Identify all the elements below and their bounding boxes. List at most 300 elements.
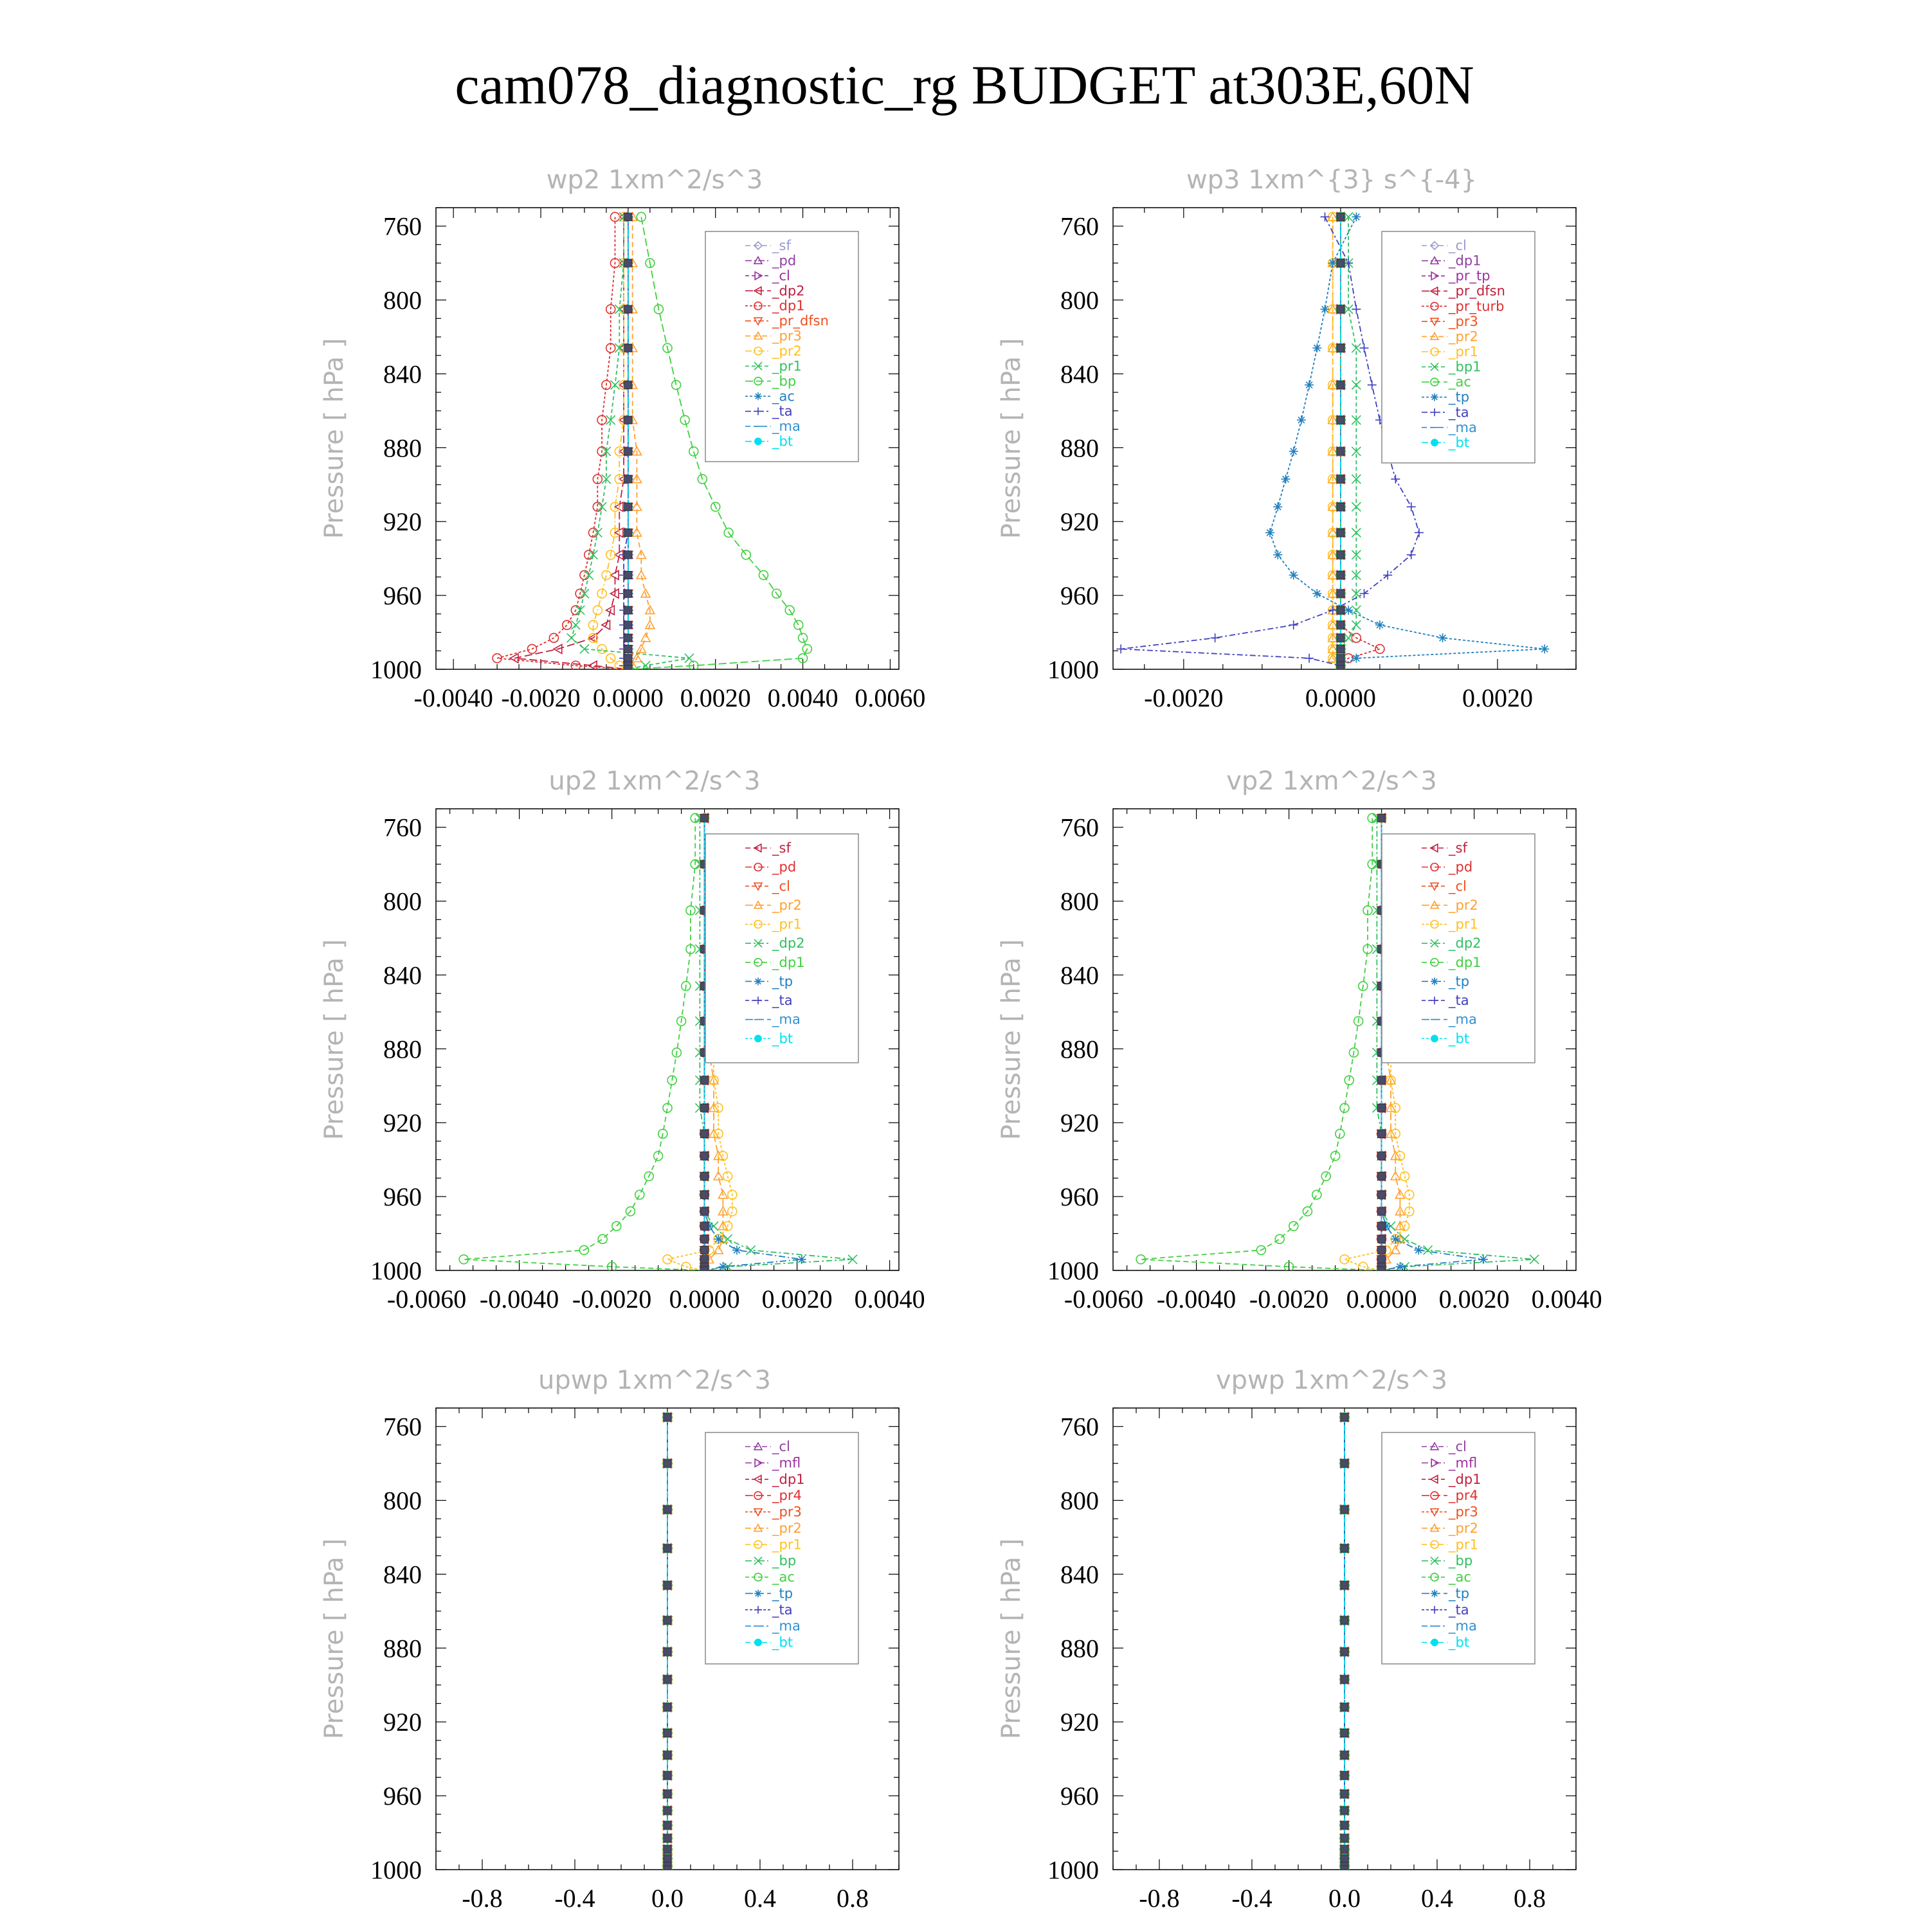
zero-marker xyxy=(664,1729,671,1737)
legend-label: _ac xyxy=(772,1569,795,1585)
zero-marker xyxy=(1378,1246,1386,1254)
y-tick-label: 1000 xyxy=(1047,1256,1099,1285)
x-tick-label: 0.0020 xyxy=(1462,683,1533,712)
zero-marker xyxy=(1378,1207,1386,1215)
y-tick-label: 800 xyxy=(1060,285,1099,315)
data-point xyxy=(1407,550,1416,559)
series-line xyxy=(1333,217,1341,669)
x-tick-label: -0.4 xyxy=(554,1884,595,1913)
data-point xyxy=(602,571,611,580)
y-tick-label: 760 xyxy=(1060,212,1099,241)
x-tick-label: -0.0020 xyxy=(1249,1285,1329,1314)
data-point xyxy=(598,1234,607,1243)
zero-marker xyxy=(1378,1191,1386,1198)
y-axis-label: Pressure [ hPa ] xyxy=(997,939,1026,1141)
y-tick-label: 800 xyxy=(383,887,422,916)
zero-marker xyxy=(624,447,632,455)
legend-label: _tp xyxy=(772,1585,793,1602)
x-tick-label: 0.0040 xyxy=(854,1285,925,1314)
data-point xyxy=(1391,1234,1400,1243)
data-point xyxy=(794,620,803,629)
legend-label: _dp2 xyxy=(772,283,805,299)
data-point xyxy=(1415,528,1424,537)
data-point xyxy=(1407,502,1416,511)
data-point xyxy=(1281,474,1290,483)
legend-marker xyxy=(1431,439,1438,446)
zero-marker xyxy=(664,1544,671,1552)
y-tick-label: 800 xyxy=(383,1486,422,1515)
zero-marker xyxy=(1341,1855,1348,1863)
y-tick-label: 1000 xyxy=(370,655,422,684)
legend-label: _pr1 xyxy=(772,1537,802,1553)
zero-marker xyxy=(1378,1235,1386,1243)
legend-label: _cl xyxy=(772,267,790,284)
data-point xyxy=(1320,305,1329,314)
x-tick-label: 0.4 xyxy=(744,1884,776,1913)
data-point xyxy=(1116,644,1125,653)
x-tick-label: -0.4 xyxy=(1231,1884,1272,1913)
zero-marker xyxy=(624,665,632,673)
zero-marker xyxy=(1341,1675,1348,1683)
legend-label: _pr_tp xyxy=(1449,268,1490,284)
series-group xyxy=(1340,1413,1349,1874)
legend-label: _pr1 xyxy=(1449,1537,1478,1553)
legend-label: _pr_dfsn xyxy=(772,313,829,329)
panel-title: wp3 1xm^{3} s^{-4} xyxy=(1186,165,1478,195)
y-tick-label: 760 xyxy=(1060,1412,1099,1441)
y-axis-label: Pressure [ hPa ] xyxy=(997,338,1026,539)
zero-marker xyxy=(1337,503,1345,510)
legend-marker xyxy=(1431,393,1438,401)
series-line xyxy=(572,217,689,669)
legend-label: _cl xyxy=(772,1439,790,1454)
data-point xyxy=(1331,1151,1340,1160)
data-point xyxy=(1352,528,1361,537)
y-tick-label: 960 xyxy=(383,1182,422,1212)
legend-label: _ta xyxy=(772,1602,793,1618)
legend-label: _dp1 xyxy=(772,954,805,970)
zero-marker xyxy=(624,590,632,597)
legend-label: _pr2 xyxy=(772,343,802,359)
zero-marker xyxy=(701,1222,709,1230)
zero-marker xyxy=(624,475,632,483)
y-tick-label: 800 xyxy=(1060,1486,1099,1515)
zero-marker xyxy=(1337,645,1345,653)
legend-label: _bt xyxy=(1449,435,1470,451)
legend-label: _pr2 xyxy=(772,897,802,913)
zero-marker xyxy=(1341,1729,1348,1737)
zero-marker xyxy=(624,305,632,313)
legend-marker xyxy=(755,438,762,445)
data-point xyxy=(615,305,624,314)
data-point xyxy=(718,1262,727,1271)
legend-label: _pr4 xyxy=(1449,1488,1478,1504)
zero-marker xyxy=(701,1104,709,1112)
data-point xyxy=(1312,589,1321,598)
y-tick-label: 1000 xyxy=(370,1256,422,1285)
data-point xyxy=(1479,1255,1488,1264)
y-tick-label: 960 xyxy=(1060,1782,1099,1811)
zero-marker xyxy=(1341,1772,1348,1780)
x-tick-label: 0.0020 xyxy=(1438,1285,1510,1314)
data-point xyxy=(1289,571,1298,580)
page-title: cam078_diagnostic_rg BUDGET at303E,60N xyxy=(455,54,1474,116)
panel-4 xyxy=(997,766,1602,1314)
zero-marker xyxy=(1337,305,1345,313)
data-point xyxy=(1352,381,1361,390)
zero-marker xyxy=(664,1506,671,1513)
zero-marker xyxy=(1378,1222,1386,1230)
y-tick-label: 960 xyxy=(383,581,422,611)
series-ta xyxy=(619,212,633,674)
x-tick-label: 0.0060 xyxy=(855,683,926,712)
legend-label: _dp1 xyxy=(772,298,805,314)
data-point xyxy=(1312,343,1321,352)
panel-title: up2 1xm^2/s^3 xyxy=(548,766,761,796)
series-line xyxy=(1141,818,1381,1270)
legend-marker xyxy=(1431,1589,1438,1597)
x-tick-label: -0.0040 xyxy=(1156,1285,1236,1314)
data-point xyxy=(584,571,593,580)
y-tick-label: 880 xyxy=(383,1634,422,1663)
legend-marker xyxy=(1431,1035,1438,1042)
zero-marker xyxy=(664,1616,671,1624)
legend-label: _ma xyxy=(772,1618,801,1634)
x-tick-label: -0.0060 xyxy=(386,1285,467,1314)
y-tick-label: 920 xyxy=(383,1108,422,1138)
y-tick-label: 920 xyxy=(1060,1108,1099,1138)
data-point xyxy=(567,633,576,642)
legend-label: _dp1 xyxy=(1449,253,1481,269)
legend-label: _cl xyxy=(1449,238,1467,253)
y-tick-label: 800 xyxy=(1060,887,1099,916)
zero-marker xyxy=(624,634,632,642)
legend-label: _pd xyxy=(772,859,797,875)
data-point xyxy=(563,620,572,629)
legend-label: _pr_turb xyxy=(1449,298,1505,314)
data-point xyxy=(1540,644,1549,653)
y-tick-label: 840 xyxy=(1060,1560,1099,1589)
zero-marker xyxy=(1341,1866,1348,1873)
legend-label: _ta xyxy=(1449,404,1469,420)
series-ta xyxy=(1116,212,1424,674)
zero-marker xyxy=(701,1191,709,1198)
series-line xyxy=(464,818,704,1270)
legend-marker xyxy=(754,392,762,400)
data-point xyxy=(1344,606,1353,615)
zero-marker xyxy=(624,572,632,579)
y-axis-label: Pressure [ hPa ] xyxy=(320,1538,349,1740)
legend-label: _ta xyxy=(772,993,793,1009)
legend-marker xyxy=(1431,1639,1438,1646)
zero-marker xyxy=(624,645,632,653)
zero-marker xyxy=(1341,1413,1348,1421)
zero-marker xyxy=(664,1459,671,1467)
legend-label: _sf xyxy=(772,238,791,253)
panel-5 xyxy=(320,1366,899,1913)
legend-label: _bt xyxy=(1449,1634,1470,1650)
x-tick-label: 0.8 xyxy=(1514,1884,1546,1913)
legend-label: _pr2 xyxy=(772,1520,802,1536)
data-point xyxy=(1289,620,1298,629)
zero-marker xyxy=(1341,1790,1348,1798)
series-line xyxy=(1121,217,1419,669)
legend-label: _bp1 xyxy=(1449,359,1481,375)
y-tick-label: 920 xyxy=(1060,1708,1099,1737)
y-tick-label: 880 xyxy=(1060,1634,1099,1663)
zero-marker xyxy=(1341,1582,1348,1589)
zero-marker xyxy=(1337,416,1345,424)
series-line xyxy=(1333,217,1341,669)
legend-label: _bt xyxy=(772,1031,793,1047)
y-tick-label: 840 xyxy=(383,961,422,990)
series-line xyxy=(593,217,628,669)
zero-marker xyxy=(664,1675,671,1683)
legend-label: _tp xyxy=(1449,973,1470,989)
legend-label: _bp xyxy=(1449,1553,1473,1569)
legend-label: _cl xyxy=(1449,1439,1467,1454)
panel-title: upwp 1xm^2/s^3 xyxy=(538,1366,771,1395)
zero-marker xyxy=(701,1076,709,1084)
x-tick-label: -0.0020 xyxy=(1144,683,1224,712)
y-tick-label: 880 xyxy=(1060,433,1099,463)
zero-marker xyxy=(1341,1703,1348,1711)
series-dp1 xyxy=(1136,813,1386,1275)
zero-marker xyxy=(701,814,709,822)
zero-marker xyxy=(664,1648,671,1656)
legend-label: _pr1 xyxy=(772,916,802,932)
x-tick-label: -0.0020 xyxy=(501,683,581,712)
x-tick-label: 0.8 xyxy=(837,1884,869,1913)
zero-marker xyxy=(664,1790,671,1798)
legend-label: _tp xyxy=(772,973,793,989)
zero-marker xyxy=(1341,1544,1348,1552)
legend-label: _sf xyxy=(772,840,791,856)
legend-label: _mfl xyxy=(772,1455,801,1471)
zero-marker xyxy=(1337,621,1345,629)
data-point xyxy=(799,633,808,642)
legend-label: _pr2 xyxy=(1449,329,1478,345)
zero-marker xyxy=(1337,528,1345,536)
x-tick-label: -0.0060 xyxy=(1064,1285,1144,1314)
data-point xyxy=(597,502,606,511)
legend-label: _pr4 xyxy=(772,1488,802,1504)
panel-title: wp2 1xm^2/s^3 xyxy=(546,165,763,195)
data-point xyxy=(575,606,584,615)
zero-marker xyxy=(1341,1648,1348,1656)
panel-2 xyxy=(997,165,1576,712)
legend-label: _pr3 xyxy=(772,328,802,344)
x-tick-label: 0.0000 xyxy=(669,1285,740,1314)
legend-label: _ma xyxy=(772,1011,801,1027)
data-point xyxy=(1275,1234,1284,1243)
zero-marker xyxy=(1378,1267,1386,1274)
data-point xyxy=(646,620,655,629)
series-pr1 xyxy=(567,212,694,674)
panel-title: vp2 1xm^2/s^3 xyxy=(1226,766,1437,796)
legend-label: _bt xyxy=(772,433,793,449)
data-point xyxy=(1352,212,1361,221)
zero-marker xyxy=(1337,572,1345,579)
data-point xyxy=(1375,644,1384,653)
legend-label: _bt xyxy=(772,1634,793,1650)
legend-label: _cl xyxy=(1449,878,1467,894)
zero-marker xyxy=(624,528,632,536)
legend-label: _pr1 xyxy=(772,358,802,374)
x-tick-label: 0.0040 xyxy=(1531,1285,1602,1314)
legend-label: _dp2 xyxy=(772,935,805,952)
legend-label: _ac xyxy=(1449,374,1471,390)
zero-marker xyxy=(1337,665,1345,673)
zero-marker xyxy=(664,1807,671,1814)
data-point xyxy=(580,589,589,598)
x-tick-label: 0.0000 xyxy=(1346,1285,1417,1314)
y-tick-label: 840 xyxy=(383,359,422,389)
zero-marker xyxy=(1337,590,1345,597)
x-tick-label: 0.4 xyxy=(1421,1884,1453,1913)
legend-marker xyxy=(755,1035,762,1042)
y-tick-label: 840 xyxy=(1060,961,1099,990)
legend-label: _dp2 xyxy=(1449,935,1481,952)
zero-marker xyxy=(1337,381,1345,389)
series-line xyxy=(497,217,628,669)
zero-marker xyxy=(664,1751,671,1759)
zero-marker xyxy=(1341,1459,1348,1467)
data-point xyxy=(654,1151,663,1160)
zero-marker xyxy=(1378,1152,1386,1160)
x-tick-label: 0.0020 xyxy=(680,683,751,712)
zero-marker xyxy=(1337,213,1345,221)
data-point xyxy=(689,447,698,456)
data-point xyxy=(1273,502,1282,511)
zero-marker xyxy=(664,1834,671,1842)
legend-label: _dp1 xyxy=(772,1471,805,1487)
legend-label: _pr1 xyxy=(1449,344,1478,359)
zero-marker xyxy=(1337,655,1345,662)
zero-marker xyxy=(664,1821,671,1829)
y-tick-label: 1000 xyxy=(1047,655,1099,684)
legend-label: _ac xyxy=(772,388,795,404)
data-point xyxy=(571,620,580,629)
data-point xyxy=(1352,654,1361,663)
data-point xyxy=(1352,305,1361,314)
legend xyxy=(705,1432,858,1664)
y-tick-label: 1000 xyxy=(370,1855,422,1884)
series-pr2 xyxy=(589,212,633,674)
legend-label: _sf xyxy=(1449,840,1467,856)
zero-marker xyxy=(1337,447,1345,455)
data-point xyxy=(1312,1190,1321,1199)
x-tick-label: -0.0040 xyxy=(479,1285,559,1314)
zero-marker xyxy=(664,1772,671,1780)
x-tick-label: 0.0040 xyxy=(767,683,838,712)
x-tick-label: -0.0040 xyxy=(413,683,493,712)
legend-label: _bp xyxy=(772,1553,797,1569)
data-point xyxy=(1375,620,1384,629)
data-point xyxy=(1360,343,1369,352)
y-tick-label: 920 xyxy=(383,1708,422,1737)
zero-marker xyxy=(1378,1076,1386,1084)
x-tick-label: 0.0000 xyxy=(1305,683,1376,712)
series-line xyxy=(1341,217,1380,669)
zero-marker xyxy=(1341,1821,1348,1829)
legend-label: _pr_dfsn xyxy=(1449,283,1505,299)
zero-marker xyxy=(624,606,632,614)
zero-marker xyxy=(1341,1845,1348,1853)
panel-1 xyxy=(320,165,925,712)
zero-marker xyxy=(664,1855,671,1863)
y-tick-label: 760 xyxy=(1060,813,1099,842)
data-point xyxy=(732,1245,741,1254)
zero-marker xyxy=(1378,814,1386,822)
data-point xyxy=(1305,381,1314,390)
y-tick-label: 920 xyxy=(383,507,422,537)
legend-label: _pr2 xyxy=(1449,897,1478,913)
zero-marker xyxy=(664,1845,671,1853)
y-tick-label: 1000 xyxy=(1047,1855,1099,1884)
zero-marker xyxy=(1378,1104,1386,1112)
panel-6 xyxy=(997,1366,1576,1913)
x-tick-label: -0.8 xyxy=(462,1884,503,1913)
legend-label: _pd xyxy=(772,253,797,269)
y-axis-label: Pressure [ hPa ] xyxy=(997,1538,1026,1740)
legend-label: _pd xyxy=(1449,859,1473,875)
zero-marker xyxy=(624,551,632,559)
legend-label: _pr3 xyxy=(1449,313,1478,329)
zero-marker xyxy=(624,259,632,267)
data-point xyxy=(1368,381,1377,390)
legend-label: _cl xyxy=(772,878,790,894)
y-tick-label: 960 xyxy=(1060,581,1099,611)
y-tick-label: 840 xyxy=(1060,359,1099,389)
legend xyxy=(1382,834,1535,1063)
data-point xyxy=(1352,502,1361,511)
legend-label: _ma xyxy=(1449,1618,1477,1634)
legend-marker xyxy=(1431,977,1438,985)
zero-marker xyxy=(701,1207,709,1215)
zero-marker xyxy=(664,1582,671,1589)
x-tick-label: 0.0 xyxy=(651,1884,684,1913)
legend-label: _ta xyxy=(1449,993,1469,1009)
panel-3 xyxy=(320,766,925,1314)
zero-marker xyxy=(701,1130,709,1137)
legend-label: _pr2 xyxy=(1449,1520,1478,1536)
y-tick-label: 960 xyxy=(383,1782,422,1811)
series-bp1 xyxy=(1336,212,1361,674)
series-line xyxy=(628,217,650,669)
legend xyxy=(705,231,858,462)
data-point xyxy=(1297,415,1306,424)
zero-marker xyxy=(1337,606,1345,614)
y-axis-label: Pressure [ hPa ] xyxy=(320,939,349,1141)
zero-marker xyxy=(664,1413,671,1421)
y-tick-label: 800 xyxy=(383,285,422,315)
legend-label: _bp xyxy=(772,373,797,389)
legend-label: _dp1 xyxy=(1449,1471,1481,1487)
legend-marker xyxy=(755,1639,762,1646)
legend xyxy=(1382,1432,1535,1664)
data-point xyxy=(610,381,619,390)
zero-marker xyxy=(1337,475,1345,483)
zero-marker xyxy=(701,1235,709,1243)
legend-label: _tp xyxy=(1449,389,1470,405)
zero-marker xyxy=(1341,1616,1348,1624)
data-point xyxy=(615,343,624,352)
series-line xyxy=(514,217,628,669)
legend-label: _ta xyxy=(772,403,793,419)
zero-marker xyxy=(701,1246,709,1254)
y-tick-label: 760 xyxy=(383,1412,422,1441)
